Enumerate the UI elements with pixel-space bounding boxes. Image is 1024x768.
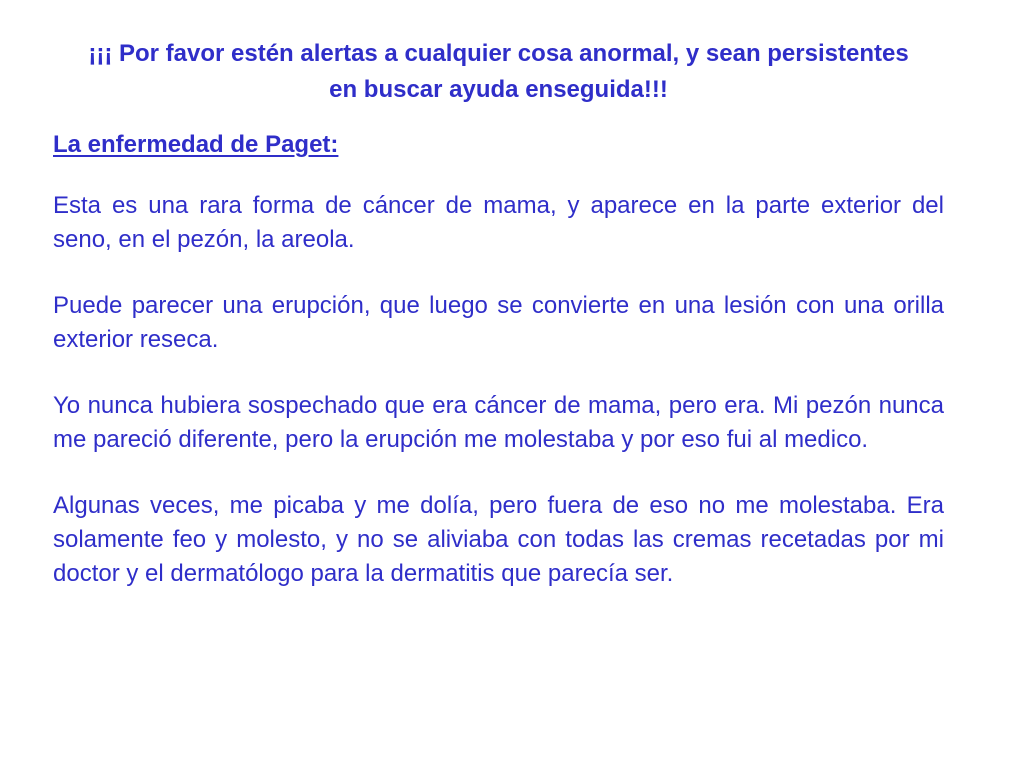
section-heading: La enfermedad de Paget:: [53, 131, 339, 158]
paragraph-4: Algunas veces, me picaba y me dolía, pero fuera de eso no me molestaba. Era solamente feo y molesto, y no se aliviaba con todas las cremas recetadas por mi doctor y el dermatólogo para la dermatitis que parecía ser.: [53, 492, 944, 587]
warning-banner: ¡¡¡ Por favor estén alertas a cualquier cosa anormal, y sean persistentes en buscar ayuda enseguida!!!: [88, 40, 909, 103]
paragraph-2: Puede parecer una erupción, que luego se convierte en una lesión con una orilla exterior reseca.: [53, 292, 944, 353]
paragraph-1: Esta es una rara forma de cáncer de mama, y aparece en la parte exterior del seno, en el pezón, la areola.: [53, 192, 944, 253]
paragraph-3: Yo nunca hubiera sospechado que era cáncer de mama, pero era. Mi pezón nunca me pareció diferente, pero la erupción me molestaba y por eso fui al medico.: [53, 392, 944, 453]
